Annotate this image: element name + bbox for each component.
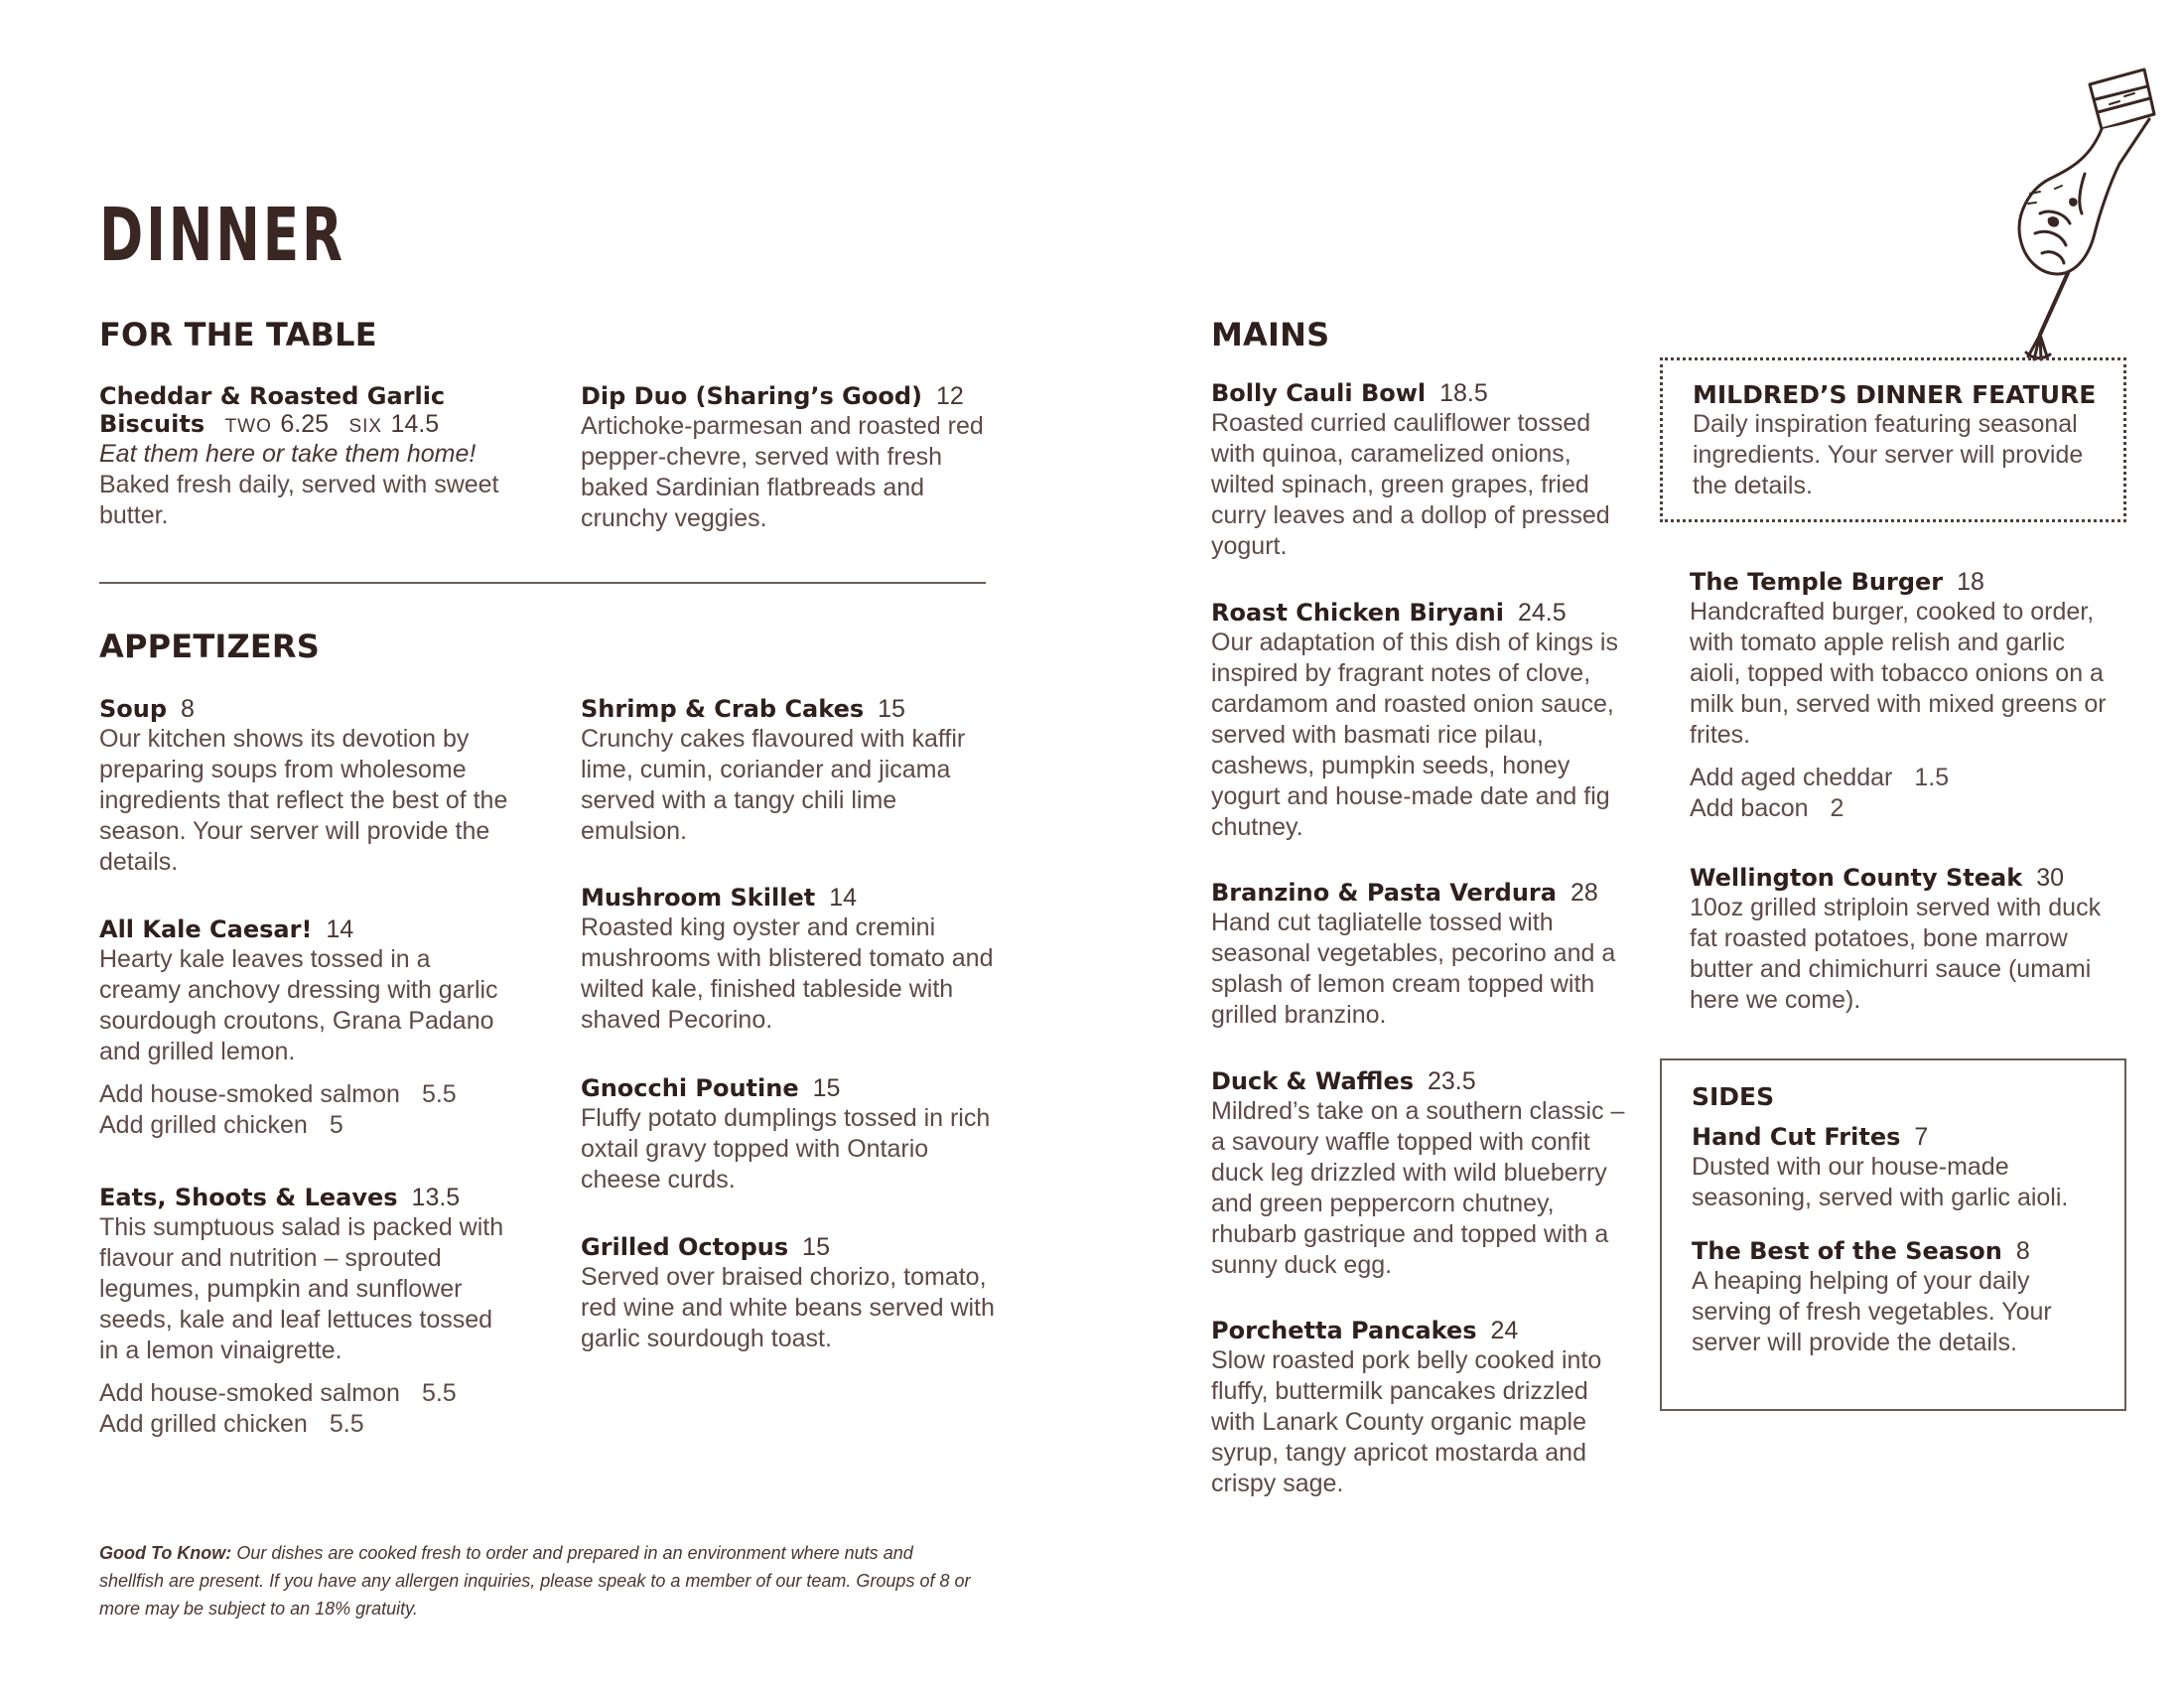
addon-label: Add aged cheddar: [1690, 764, 1893, 791]
menu-item-grilled-octopus: [581, 1233, 998, 1354]
item-description: Hearty kale leaves tossed in a creamy anchovy dressing with garlic sourdough croutons, Grana Padano and grilled lemon.: [99, 945, 498, 1065]
item-description: Dusted with our house-made seasoning, served with garlic aioli.: [1692, 1153, 2069, 1211]
menu-item-branzino-pasta: [1211, 879, 1628, 1031]
section-heading-for-the-table: FOR THE TABLE: [99, 316, 377, 353]
item-name: Branzino & Pasta Verdura: [1211, 879, 1557, 907]
item-description: Hand cut tagliatelle tossed with seasonal vegetables, pecorino and a splash of lemon cream topped with grilled branzino.: [1211, 909, 1616, 1029]
section-heading-appetizers: APPETIZERS: [99, 628, 321, 665]
addon-price: 5: [329, 1111, 343, 1139]
section-heading-mains: MAINS: [1211, 316, 1330, 353]
item-price: 15: [812, 1074, 841, 1102]
item-price: 15: [802, 1233, 830, 1261]
menu-item-temple-burger: [1690, 568, 2107, 824]
addon-price: 5.5: [421, 1379, 457, 1407]
item-price: 14: [326, 915, 354, 943]
item-addons: [99, 1079, 516, 1141]
menu-item-porchetta-pancakes: [1211, 1317, 1628, 1499]
section-divider: [99, 582, 986, 584]
price-label: SIX: [348, 416, 383, 437]
item-price: 24.5: [1517, 599, 1567, 627]
addon-label: Add house-smoked salmon: [99, 1080, 400, 1108]
item-name: All Kale Caesar!: [99, 915, 313, 943]
menu-item-hand-cut-frites: [1692, 1123, 2105, 1213]
page-title: DINNER: [99, 193, 345, 278]
item-description: Roasted curried cauliflower tossed with quinoa, caramelized onions, wilted spinach, green grapes, fried curry leaves and a dollop of pressed yogurt.: [1211, 409, 1610, 560]
item-name: Porchetta Pancakes: [1211, 1317, 1477, 1344]
item-name: Grilled Octopus: [581, 1233, 789, 1261]
item-name: Dip Duo (Sharing’s Good): [581, 382, 922, 410]
feature-description: Daily inspiration featuring seasonal ingredients. Your server will provide the details.: [1693, 410, 2084, 499]
menu-item-bolly-cauli-bowl: [1211, 379, 1628, 562]
sides-box: [1660, 1058, 2126, 1411]
item-name: Biscuits: [99, 410, 205, 438]
item-name: Mushroom Skillet: [581, 884, 816, 912]
section-heading-sides: SIDES: [1692, 1082, 1775, 1111]
item-name: Shrimp & Crab Cakes: [581, 695, 865, 723]
note-label: Good To Know:: [99, 1543, 232, 1563]
item-price: 8: [2015, 1237, 2030, 1265]
addon-label: Add grilled chicken: [99, 1111, 308, 1139]
item-price: 18: [1957, 568, 1984, 596]
item-description: Handcrafted burger, cooked to order, with tomato apple relish and garlic aioli, topped with tobacco onions on a milk bun, served with mixed greens or frites.: [1690, 598, 2107, 749]
item-price: 14: [829, 884, 858, 912]
item-price: 28: [1570, 879, 1598, 907]
item-price: 18.5: [1439, 379, 1488, 407]
item-description: Served over braised chorizo, tomato, red wine and white beans served with garlic sourdough toast.: [581, 1263, 995, 1352]
hand-holding-fork-icon: [1971, 65, 2159, 362]
menu-item-eats-shoots-leaves: [99, 1184, 516, 1440]
item-price: 8: [181, 695, 195, 723]
item-description: Artichoke-parmesan and roasted red pepper-chevre, served with fresh baked Sardinian flatbreads and crunchy veggies.: [581, 412, 984, 532]
item-description: A heaping helping of your daily serving of fresh vegetables. Your server will provide the details.: [1692, 1267, 2052, 1356]
menu-item-dip-duo: [581, 382, 1023, 534]
item-description: Mildred’s take on a southern classic – a savoury waffle topped with confit duck leg drizzled with wild blueberry and green peppercorn chutney, rhubarb gastrique and topped with a sunny duck egg.: [1211, 1097, 1625, 1279]
menu-item-kale-caesar: [99, 915, 516, 1141]
item-description: This sumptuous salad is packed with flavour and nutrition – sprouted legumes, pumpkin and sunflower seeds, kale and leaf lettuces tossed in a lemon vinaigrette.: [99, 1213, 504, 1364]
item-name: Hand Cut Frites: [1692, 1123, 1901, 1151]
item-price: 12: [935, 382, 964, 410]
item-name: Roast Chicken Biryani: [1211, 599, 1504, 627]
menu-item-gnocchi-poutine: [581, 1074, 998, 1196]
item-name: Duck & Waffles: [1211, 1067, 1414, 1095]
item-tagline: Eat them here or take them home!: [99, 440, 477, 468]
menu-item-roast-chicken-biryani: [1211, 599, 1628, 843]
menu-item-wellington-steak: [1690, 864, 2107, 1016]
allergen-note: [99, 1539, 973, 1622]
addon-label: Add bacon: [1690, 794, 1809, 822]
item-price: 14.5: [390, 410, 440, 438]
item-price: 6.25: [280, 410, 330, 438]
item-description: 10oz grilled striploin served with duck fat roasted potatoes, bone marrow butter and chimichurri sauce (umami here we come).: [1690, 894, 2102, 1014]
item-name: Eats, Shoots & Leaves: [99, 1184, 398, 1211]
menu-item-duck-waffles: [1211, 1067, 1628, 1281]
addon-price: 2: [1830, 794, 1844, 822]
menu-item-mushroom-skillet: [581, 884, 998, 1036]
item-price: 23.5: [1428, 1067, 1476, 1095]
item-name: The Best of the Season: [1692, 1237, 2002, 1265]
item-price: 24: [1490, 1317, 1519, 1344]
item-description: Baked fresh daily, served with sweet butter.: [99, 471, 499, 529]
note-text: Our dishes are cooked fresh to order and prepared in an environment where nuts and shellfish are present. If you have any allergen inquiries, please speak to a member of our team. Groups of 8 or more may be subject to an 18% gratuity.: [99, 1543, 971, 1618]
addon-label: Add house-smoked salmon: [99, 1379, 400, 1407]
item-name: The Temple Burger: [1690, 568, 1944, 596]
item-description: Roasted king oyster and cremini mushrooms with blistered tomato and wilted kale, finished tableside with shaved Pecorino.: [581, 914, 994, 1034]
menu-item-biscuits: [99, 382, 541, 531]
item-name: Bolly Cauli Bowl: [1211, 379, 1427, 407]
item-description: Fluffy potato dumplings tossed in rich oxtail gravy topped with Ontario cheese curds.: [581, 1104, 991, 1194]
item-name: Soup: [99, 695, 168, 723]
item-price: 30: [2036, 864, 2064, 892]
item-name: Gnocchi Poutine: [581, 1074, 799, 1102]
item-description: Our adaptation of this dish of kings is inspired by fragrant notes of clove, cardamom and roasted onion sauce, served with basmati rice pilau, cashews, pumpkin seeds, honey yogurt and house-made date and fig chutney.: [1211, 629, 1618, 841]
item-price: 15: [878, 695, 905, 723]
price-label: TWO: [224, 416, 272, 437]
item-name: Cheddar & Roasted Garlic: [99, 382, 446, 410]
item-description: Crunchy cakes flavoured with kaffir lime, cumin, coriander and jicama served with a tangy chili lime emulsion.: [581, 725, 966, 845]
addon-price: 5.5: [329, 1410, 364, 1438]
item-name: Wellington County Steak: [1690, 864, 2023, 892]
item-price: 13.5: [411, 1184, 461, 1211]
feature-heading: MILDRED’S DINNER FEATURE: [1693, 380, 2097, 409]
menu-item-best-of-season: [1692, 1237, 2105, 1358]
item-addons: [99, 1378, 516, 1440]
addon-label: Add grilled chicken: [99, 1410, 308, 1438]
item-description: Slow roasted pork belly cooked into fluffy, buttermilk pancakes drizzled with Lanark County organic maple syrup, tangy apricot mostarda and crispy sage.: [1211, 1346, 1602, 1497]
menu-item-soup: [99, 695, 516, 878]
menu-item-shrimp-crab-cakes: [581, 695, 998, 847]
item-price: 7: [1914, 1123, 1929, 1151]
addon-price: 1.5: [1914, 764, 1950, 791]
addon-price: 5.5: [421, 1080, 457, 1108]
dinner-feature-box: [1660, 357, 2126, 522]
item-addons: [1690, 763, 2107, 824]
item-description: Our kitchen shows its devotion by preparing soups from wholesome ingredients that reflect the best of the season. Your server will provide the details.: [99, 725, 508, 876]
